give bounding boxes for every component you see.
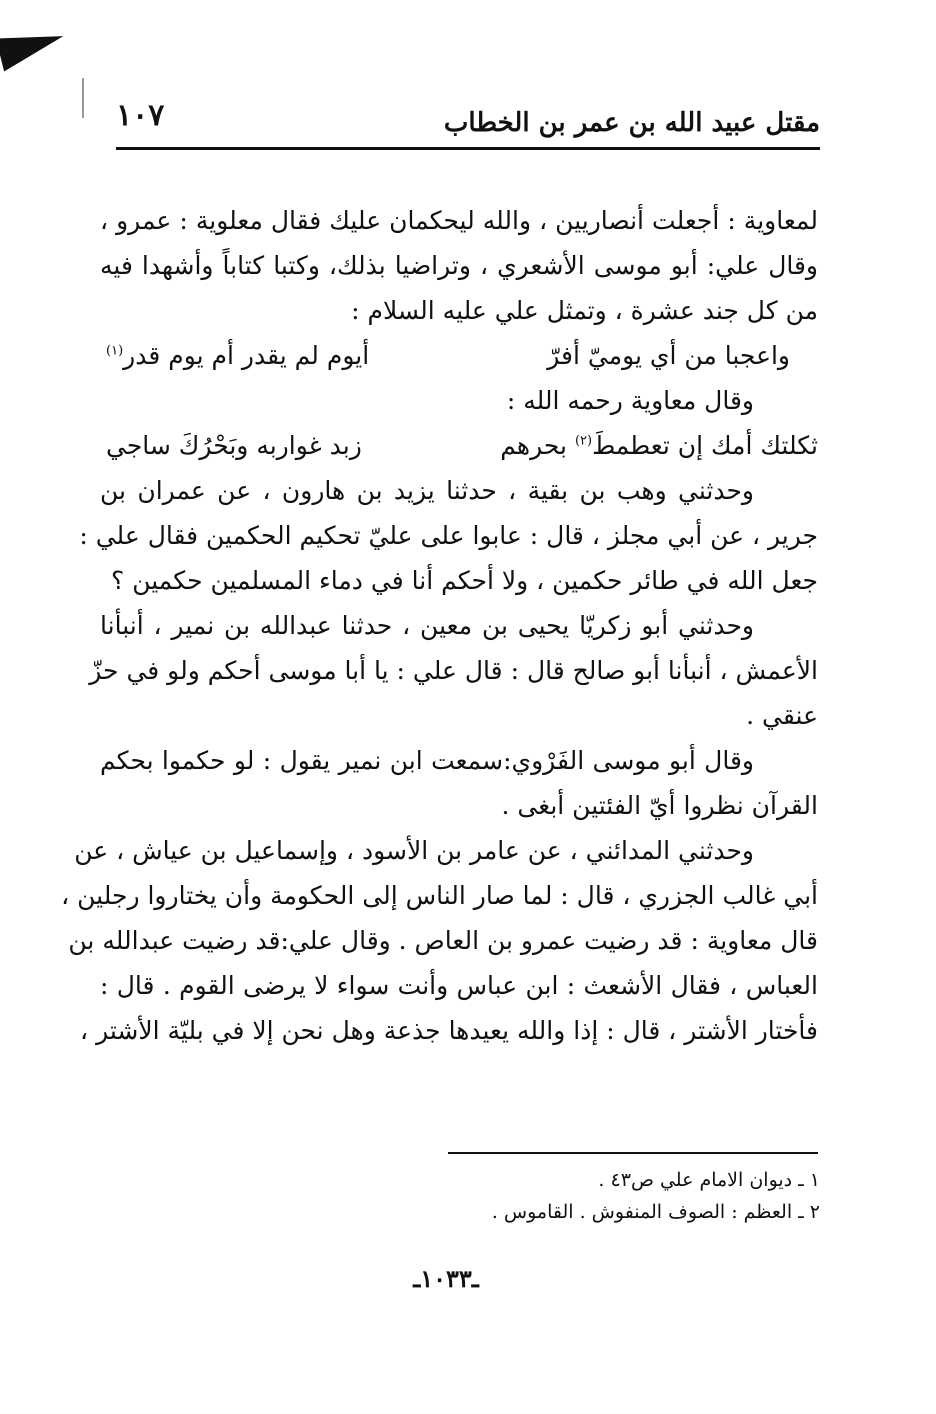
verse-1-first-hemistich: واعجبا من أي يوميّ أفرّ: [547, 341, 790, 370]
text-line: جرير ، عن أبي مجلز ، قال : عابوا على عليّ تحكيم الحكمين فقال علي :: [79, 521, 818, 550]
text-line: وقال أبو موسى الفَرْوي:سمعت ابن نمير يقول : لو حكموا بحكم: [100, 746, 754, 775]
text-line: وحدثني وهب بن بقية ، حدثنا يزيد بن هارون ، عن عمران بن: [100, 476, 754, 505]
scan-corner-mark: [0, 23, 68, 72]
verse-2-second-hemistich: زبد غواربه وبَحْرُكَ ساجي: [106, 431, 362, 460]
verse-2-first-text: ثكلتك أمك إن تعطمطَ: [592, 431, 818, 460]
verse-1: [100, 333, 818, 378]
text-line: العباس ، فقال الأشعث : ابن عباس وأنت سواء لا يرضى القوم . قال :: [100, 971, 818, 1000]
scan-edge-mark: [82, 78, 84, 118]
text-line: وحدثني المدائني ، عن عامر بن الأسود ، وإسماعيل بن عياش ، عن: [74, 836, 754, 865]
verse-2: [100, 423, 818, 468]
footnote-ref-1: (١): [106, 343, 124, 359]
header-rule: [116, 147, 820, 150]
text-line: القرآن نظروا أيّ الفئتين أبغى .: [501, 791, 818, 820]
verse-2-first-hemistich: [500, 423, 818, 468]
text-line: جعل الله في طائر حكمين ، ولا أحكم أنا في دماء المسلمين حكمين ؟: [111, 566, 818, 595]
verse-1-second-text: أيوم لم يقدر أم يوم قدر: [123, 341, 370, 370]
page-number: ١٠٧: [116, 98, 165, 133]
text-line: الأعمش ، أنبأنا أبو صالح قال : قال علي : يا أبا موسى أحكم ولو في حزّ: [89, 656, 818, 685]
text-line: لمعاوية : أجعلت أنصاريين ، والله ليحكمان عليك فقال معلوية : عمرو ،: [100, 206, 818, 235]
verse-1-second-hemistich: [100, 333, 369, 378]
text-line: وقال علي: أبو موسى الأشعري ، وتراضيا بذلك، وكتبا كتاباً وأشهدا فيه: [100, 251, 818, 280]
text-line: أبي غالب الجزري ، قال : لما صار الناس إلى الحكومة وأن يختاروا رجلين ،: [61, 881, 818, 910]
text-line: من كل جند عشرة ، وتمثل علي عليه السلام :: [351, 296, 818, 325]
footnote-1: ١ ـ ديوان الامام علي ص٤٣ .: [598, 1169, 820, 1191]
text-line: وحدثني أبو زكريّا يحيى بن معين ، حدثنا عبدالله بن نمير ، أنبأنا: [100, 611, 754, 640]
main-text: [61, 198, 818, 1053]
chapter-title: مقتل عبيد الله بن عمر بن الخطاب: [443, 108, 820, 138]
text-line: قال معاوية : قد رضيت عمرو بن العاص . وقال علي:قد رضيت عبدالله بن: [68, 926, 818, 955]
footnote-2: ٢ ـ العظم : الصوف المنفوش . القاموس .: [491, 1201, 820, 1223]
text-line: فأختار الأشتر ، قال : إذا والله يعيدها جذعة وهل نحن إلا في بليّة الأشتر ،: [80, 1016, 818, 1045]
footnote-rule: [448, 1152, 818, 1154]
running-header: [116, 88, 820, 150]
text-line: وقال معاوية رحمه الله :: [506, 386, 754, 415]
footnote-ref-2: (٢): [574, 433, 593, 449]
folio-number: ـ١٠٣٣ـ: [413, 1264, 479, 1293]
verse-2-first-tail: بحرهم: [500, 431, 567, 460]
text-line: عنقي .: [746, 701, 818, 730]
footnotes: [320, 1164, 820, 1228]
